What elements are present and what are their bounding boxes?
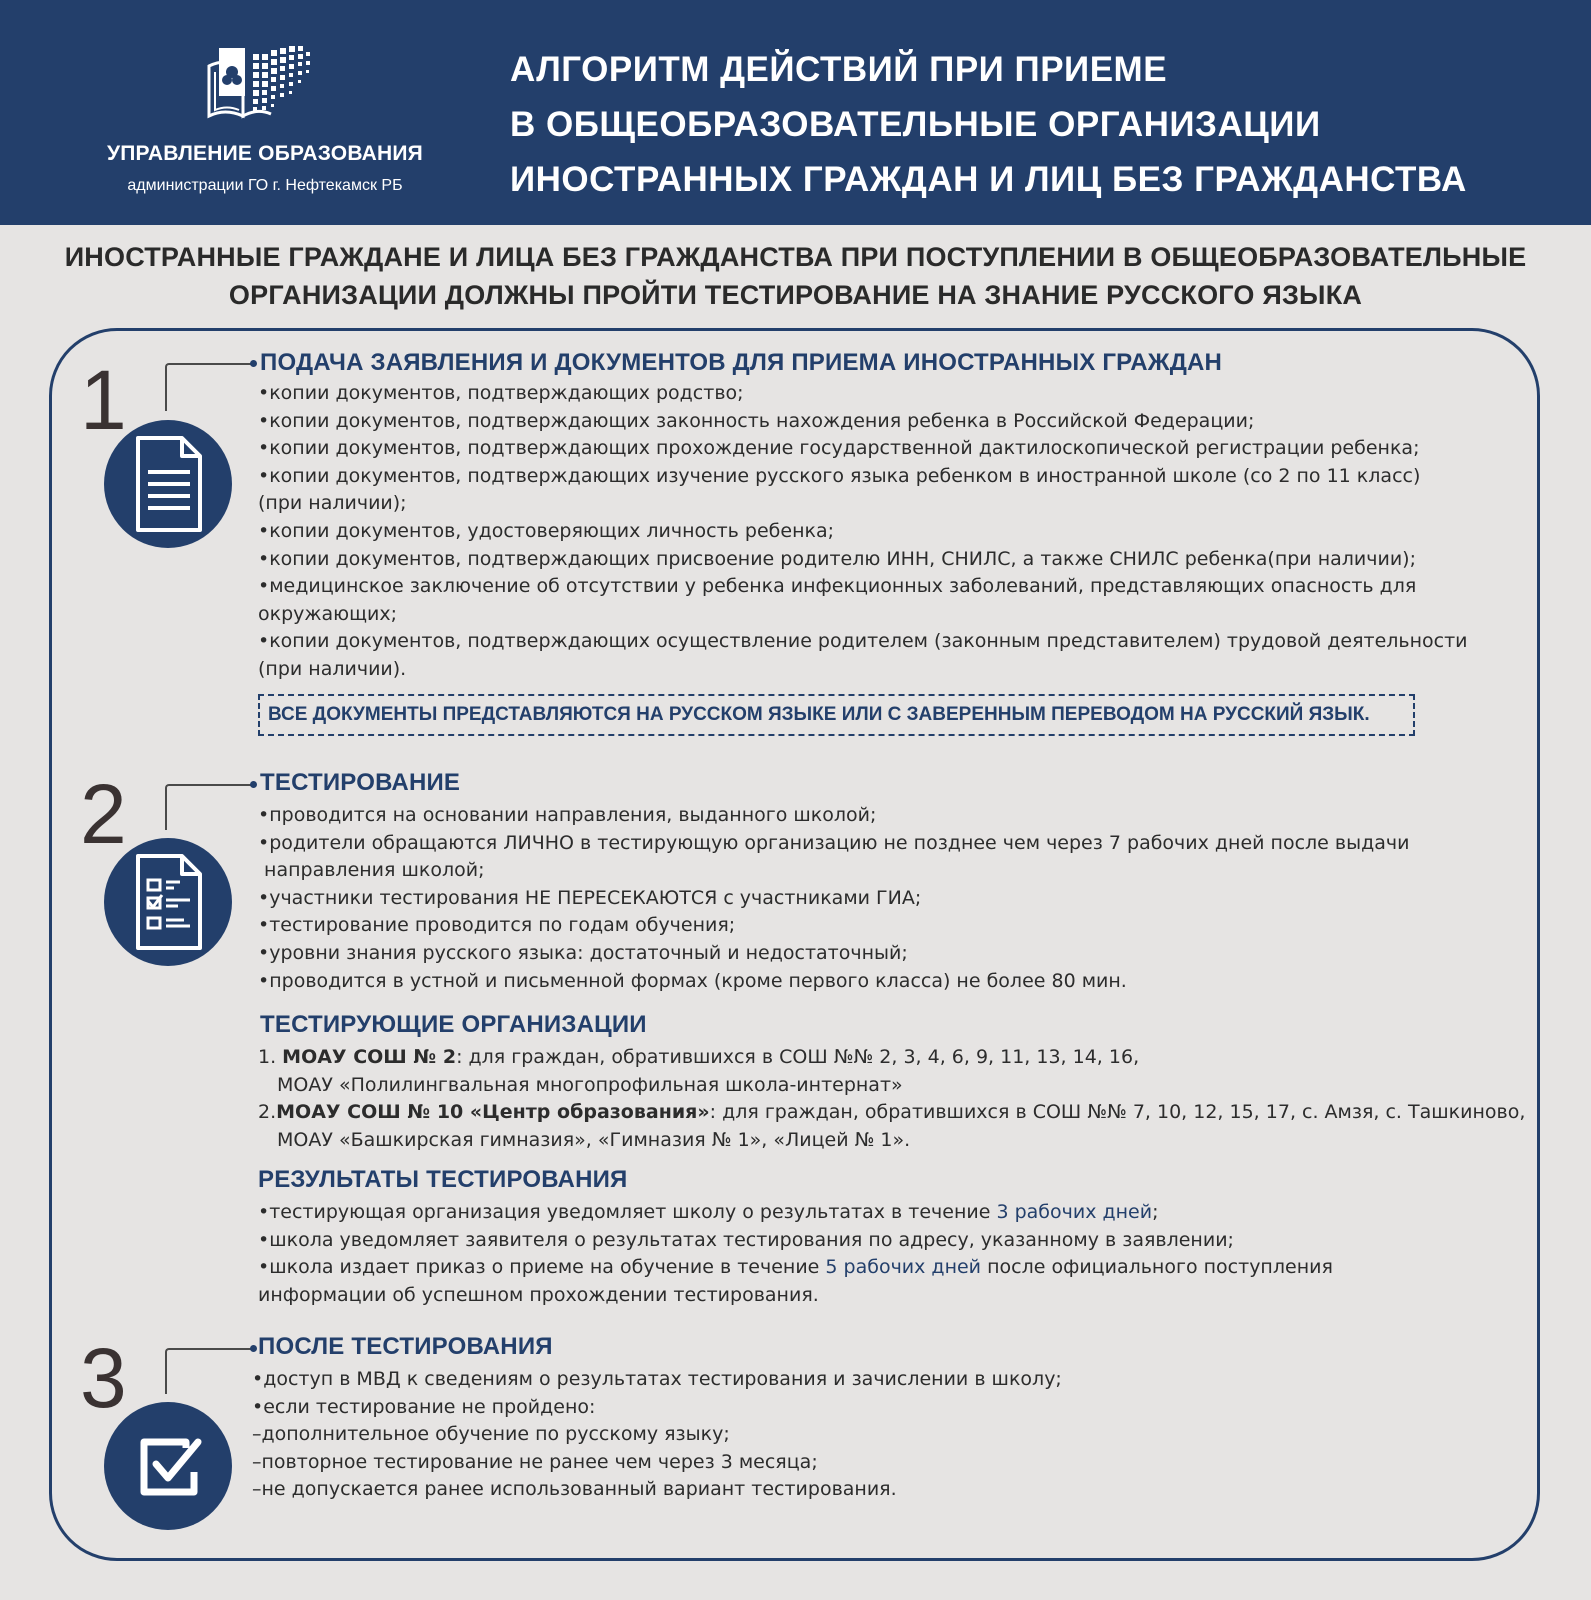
- deadline-highlight: 5 рабочих дней: [825, 1256, 982, 1279]
- list-item: •если тестирование не пройдено:: [252, 1395, 596, 1418]
- step2-heading: ТЕСТИРОВАНИЕ: [260, 769, 461, 796]
- results-list: [258, 1199, 1333, 1309]
- step-number-1: 1: [80, 353, 127, 447]
- results-heading: РЕЗУЛЬТАТЫ ТЕСТИРОВАНИЯ: [258, 1166, 628, 1193]
- step3-heading: ПОСЛЕ ТЕСТИРОВАНИЯ: [258, 1333, 553, 1360]
- list-item: –не допускается ранее использованный вариант тестирования.: [252, 1478, 897, 1501]
- list-item: •копии документов, подтверждающих присвоение родителю ИНН, СНИЛС, а также СНИЛС ребенка(при наличии);: [258, 547, 1416, 570]
- org-name: УПРАВЛЕНИЕ ОБРАЗОВАНИЯ: [107, 142, 423, 165]
- title-line: В ОБЩЕОБРАЗОВАТЕЛЬНЫЕ ОРГАНИЗАЦИИ: [510, 105, 1321, 144]
- title-line: АЛГОРИТМ ДЕЙСТВИЙ ПРИ ПРИЕМЕ: [510, 50, 1168, 89]
- step1-documents-list: [258, 380, 1468, 684]
- list-item: •копии документов, удостоверяющих личность ребенка;: [258, 519, 835, 542]
- step-connector: [165, 784, 252, 830]
- org-name-bold: МОАУ СОШ № 2: [282, 1046, 457, 1068]
- deadline-highlight: 3 рабочих дней: [996, 1201, 1153, 1223]
- list-item: •копии документов, подтверждающих родство;: [258, 382, 744, 404]
- list-item: •доступ в МВД к сведениям о результатах тестирования и зачислении в школу;: [252, 1368, 1062, 1390]
- list-item: •копии документов, подтверждающих прохождение государственной дактилоскопической регистрации ребенка;: [258, 437, 1420, 460]
- org-subtitle: администрации ГО г. Нефтекамск РБ: [127, 177, 403, 194]
- list-item: окружающих;: [258, 602, 398, 625]
- list-item: –дополнительное обучение по русскому языку;: [252, 1423, 730, 1446]
- title-line: ИНОСТРАННЫХ ГРАЖДАН И ЛИЦ БЕЗ ГРАЖДАНСТВА: [510, 160, 1467, 199]
- step-number-3: 3: [80, 1331, 127, 1425]
- list-item: •тестирование проводится по годам обучения;: [258, 914, 736, 937]
- list-item: •родители обращаются ЛИЧНО в тестирующую организацию не позднее чем через 7 рабочих дней после выдачи: [258, 831, 1410, 854]
- testing-orgs-heading: ТЕСТИРУЮЩИЕ ОРГАНИЗАЦИИ: [260, 1011, 647, 1038]
- checkbox-icon: [104, 1402, 232, 1530]
- org-details: : для граждан, обратившихся в СОШ №№ 2, 3, 4, 6, 9, 11, 13, 14, 16,: [456, 1046, 1140, 1068]
- result-text: •тестирующая организация уведомляет школу о результатах в течение: [258, 1201, 997, 1223]
- step-number-2: 2: [80, 767, 127, 861]
- list-item: •проводится в устной и письменной формах (кроме первого класса) не более 80 мин.: [258, 969, 1127, 992]
- org-number: 2.: [258, 1101, 277, 1124]
- list-item: (при наличии).: [258, 657, 407, 680]
- list-item: •копии документов, подтверждающих изучение русского языка ребенком в иностранной школе (со 2 по 11 класс): [258, 464, 1421, 487]
- step1-heading: ПОДАЧА ЗАЯВЛЕНИЯ И ДОКУМЕНТОВ ДЛЯ ПРИЕМА ИНОСТРАННЫХ ГРАЖДАН: [260, 349, 1223, 376]
- header-banner: [0, 0, 1591, 225]
- result-text: после официального поступления: [981, 1256, 1333, 1279]
- step2-testing-list: [258, 802, 1409, 995]
- step3-after-list: [252, 1366, 1062, 1504]
- list-item: [258, 1254, 1333, 1282]
- intro-line: ОРГАНИЗАЦИИ ДОЛЖНЫ ПРОЙТИ ТЕСТИРОВАНИЕ НА ЗНАНИЕ РУССКОГО ЯЗЫКА: [228, 280, 1363, 310]
- intro-statement: [0, 238, 1591, 314]
- list-item: •медицинское заключение об отсутствии у ребенка инфекционных заболеваний, представляющих опасность для: [258, 575, 1417, 598]
- org-name-bold: МОАУ СОШ № 10 «Центр образования»: [276, 1101, 710, 1124]
- org-number: 1.: [258, 1046, 283, 1068]
- result-text: •школа издает приказ о приеме на обучение в течение: [258, 1256, 826, 1279]
- org-details: : для граждан, обратившихся в СОШ №№ 7, 10, 12, 15, 17, с. Амзя, с. Ташкиново,: [709, 1101, 1526, 1124]
- list-item: •участники тестирования НЕ ПЕРЕСЕКАЮТСЯ с участниками ГИА;: [258, 886, 922, 909]
- list-item: (при наличии);: [258, 492, 407, 515]
- list-item: [258, 1099, 1525, 1127]
- translation-notice: ВСЕ ДОКУМЕНТЫ ПРЕДСТАВЛЯЮТСЯ НА РУССКОМ ЯЗЫКЕ ИЛИ С ЗАВЕРЕННЫМ ПЕРЕВОДОМ НА РУССКИЙ ЯЗЫК.: [258, 694, 1415, 736]
- result-text: ;: [1152, 1201, 1159, 1223]
- list-item: •копии документов, подтверждающих осуществление родителем (законным представителем) трудовой деятельности: [258, 630, 1468, 653]
- list-item: направления школой;: [258, 859, 485, 882]
- list-item: [258, 1044, 1525, 1072]
- step-connector: [165, 1348, 252, 1394]
- list-item: МОАУ «Полилингвальная многопрофильная школа-интернат»: [277, 1073, 903, 1096]
- checklist-icon: [104, 838, 232, 966]
- list-item: МОАУ «Башкирская гимназия», «Гимназия № 1», «Лицей № 1».: [277, 1128, 911, 1151]
- document-icon: [104, 420, 232, 548]
- list-item: •проводится на основании направления, выданного школой;: [258, 804, 877, 826]
- list-item: [258, 1199, 1333, 1227]
- list-item: –повторное тестирование не ранее чем через 3 месяца;: [252, 1450, 818, 1473]
- intro-line: ИНОСТРАННЫЕ ГРАЖДАНЕ И ЛИЦА БЕЗ ГРАЖДАНСТВА ПРИ ПОСТУПЛЕНИИ В ОБЩЕОБРАЗОВАТЕЛЬНЫЕ: [64, 242, 1527, 272]
- education-logo-icon: [205, 44, 325, 122]
- testing-orgs-list: [258, 1044, 1525, 1154]
- step-connector: [165, 363, 252, 411]
- list-item: информации об успешном прохождении тестирования.: [258, 1283, 819, 1306]
- list-item: •уровни знания русского языка: достаточный и недостаточный;: [258, 941, 908, 964]
- page-title: [510, 42, 1570, 207]
- list-item: •школа уведомляет заявителя о результатах тестирования по адресу, указанному в заявлении;: [258, 1228, 1234, 1251]
- list-item: •копии документов, подтверждающих законность нахождения ребенка в Российской Федерации;: [258, 409, 1255, 432]
